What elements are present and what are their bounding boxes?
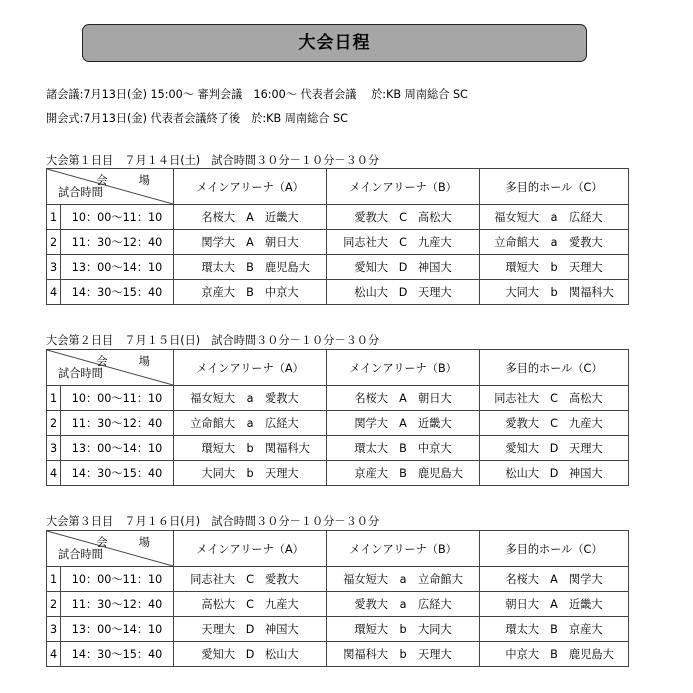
match-cell [480,386,629,411]
match-time: 11：30～12：40 [61,411,174,436]
venue-time-header [47,531,174,567]
match-time: 14：30～15：40 [61,461,174,486]
match-time: 11：30～12：40 [61,230,174,255]
match-time: 13：00～14：10 [61,617,174,642]
day-heading: 大会第１日目 ７月１４日(土) 試合時間３０分－１０分－３０分 [46,154,380,167]
schedule-table [46,168,629,305]
match-number: 4 [47,280,61,305]
group-label: C [550,417,558,430]
time-label: 試合時間 [58,186,103,199]
team-name: 立命館大 [494,236,539,249]
group-label: B [550,623,558,636]
team-name: 愛教大 [354,598,388,611]
team-name: 神国大 [265,623,299,636]
match-cell [327,205,480,230]
schedule-row [47,386,629,411]
team-name: 大同大 [505,286,539,299]
team-name: 福女短大 [494,211,539,224]
team-name: 環短大 [505,261,539,274]
group-label: b [399,648,407,661]
meeting-info: 諸会議:7月13日(金) 15:00～ 審判会議 16:00～ 代表者会議 於:KB 周南総合 SC [46,88,468,101]
team-name: 愛教大 [505,417,539,430]
group-label: B [246,286,254,299]
group-label: B [246,261,254,274]
match-number: 2 [47,411,61,436]
team-name: 福女短大 [190,392,235,405]
team-name: 鹿児島大 [569,648,614,661]
venue-label: 会 場 [96,536,160,549]
team-name: 愛知大 [505,442,539,455]
venue-header: メインアリーナ（B） [327,350,480,386]
group-label: C [399,236,407,249]
match-cell [480,461,629,486]
group-label: C [399,211,407,224]
venue-label: 会 場 [96,355,160,368]
venue-header: メインアリーナ（A） [174,531,327,567]
venue-time-header [47,350,174,386]
team-name: 九産大 [418,236,452,249]
match-cell [480,205,629,230]
team-name: 天理大 [569,442,603,455]
schedule-row [47,411,629,436]
match-cell [327,461,480,486]
team-name: 福女短大 [343,573,388,586]
match-cell [480,617,629,642]
match-number: 2 [47,592,61,617]
team-name: 中京大 [265,286,299,299]
team-name: 京産大 [569,623,603,636]
match-cell [480,280,629,305]
match-cell [480,592,629,617]
match-cell [480,255,629,280]
schedule-row [47,280,629,305]
team-name: 朝日大 [418,392,452,405]
match-cell [327,567,480,592]
match-number: 4 [47,642,61,667]
group-label: a [399,598,407,611]
team-name: 近畿大 [265,211,299,224]
match-cell [480,567,629,592]
team-name: 近畿大 [569,598,603,611]
team-name: 愛教大 [569,236,603,249]
team-name: 愛教大 [265,392,299,405]
match-cell [327,386,480,411]
match-cell [174,461,327,486]
group-label: D [245,623,255,636]
match-cell [174,592,327,617]
match-number: 3 [47,255,61,280]
team-name: 環太大 [201,261,235,274]
venue-header: メインアリーナ（A） [174,169,327,205]
team-name: 朝日大 [265,236,299,249]
group-label: a [550,211,558,224]
venue-header: 多目的ホール（C） [480,350,629,386]
match-cell [174,230,327,255]
group-label: D [398,286,408,299]
match-time: 13：00～14：10 [61,255,174,280]
schedule-table [46,530,629,667]
match-number: 3 [47,617,61,642]
team-name: 松山大 [265,648,299,661]
team-name: 愛教大 [354,211,388,224]
match-time: 10：00～11：10 [61,567,174,592]
match-number: 4 [47,461,61,486]
match-cell [174,617,327,642]
group-label: b [399,623,407,636]
match-cell [174,205,327,230]
group-label: A [246,236,254,249]
team-name: 京産大 [354,467,388,480]
team-name: 愛教大 [265,573,299,586]
team-name: 環短大 [201,442,235,455]
group-label: b [246,442,254,455]
team-name: 立命館大 [190,417,235,430]
match-number: 3 [47,436,61,461]
venue-header: 多目的ホール（C） [480,169,629,205]
match-time: 11：30～12：40 [61,592,174,617]
group-label: C [246,573,254,586]
group-label: b [550,261,558,274]
team-name: 高松大 [569,392,603,405]
team-name: 天理大 [418,648,452,661]
team-name: 高松大 [201,598,235,611]
team-name: 関学大 [569,573,603,586]
group-label: C [246,598,254,611]
team-name: 環太大 [505,623,539,636]
team-name: 九産大 [569,417,603,430]
match-number: 2 [47,230,61,255]
team-name: 松山大 [505,467,539,480]
group-label: a [246,392,254,405]
team-name: 関福科大 [343,648,388,661]
group-label: A [550,573,558,586]
time-label: 試合時間 [58,548,103,561]
match-cell [174,280,327,305]
match-cell [327,592,480,617]
match-cell [327,280,480,305]
match-time: 10：00～11：10 [61,205,174,230]
team-name: 京産大 [201,286,235,299]
venue-header: メインアリーナ（A） [174,350,327,386]
match-cell [174,567,327,592]
match-cell [327,642,480,667]
group-label: C [550,392,558,405]
team-name: 立命館大 [418,573,463,586]
team-name: 天理大 [201,623,235,636]
match-time: 10：00～11：10 [61,386,174,411]
team-name: 愛知大 [201,648,235,661]
schedule-table [46,349,629,486]
group-label: D [549,467,559,480]
group-label: D [398,261,408,274]
schedule-row [47,592,629,617]
schedule-row [47,617,629,642]
match-cell [480,642,629,667]
group-label: B [550,648,558,661]
team-name: 関福科大 [265,442,310,455]
venue-time-header [47,169,174,205]
group-label: A [399,417,407,430]
day-heading: 大会第３日目 ７月１６日(月) 試合時間３０分－１０分－３０分 [46,515,380,528]
match-cell [480,411,629,436]
venue-header: 多目的ホール（C） [480,531,629,567]
match-cell [480,230,629,255]
team-name: 高松大 [418,211,452,224]
team-name: 鹿児島大 [265,261,310,274]
group-label: a [550,236,558,249]
team-name: 同志社大 [494,392,539,405]
match-number: 1 [47,386,61,411]
schedule-row [47,255,629,280]
team-name: 広経大 [418,598,452,611]
team-name: 関福科大 [569,286,614,299]
schedule-row [47,205,629,230]
team-name: 名桜大 [505,573,539,586]
schedule-row [47,461,629,486]
group-label: b [550,286,558,299]
match-cell [327,230,480,255]
match-cell [174,436,327,461]
team-name: 近畿大 [418,417,452,430]
team-name: 環短大 [354,623,388,636]
group-label: A [246,211,254,224]
team-name: 朝日大 [505,598,539,611]
match-cell [327,411,480,436]
team-name: 天理大 [265,467,299,480]
match-cell [174,642,327,667]
team-name: 愛知大 [354,261,388,274]
schedule-row [47,230,629,255]
match-time: 14：30～15：40 [61,642,174,667]
team-name: 同志社大 [343,236,388,249]
group-label: D [245,648,255,661]
team-name: 同志社大 [190,573,235,586]
group-label: B [399,442,407,455]
match-cell [174,386,327,411]
group-label: b [246,467,254,480]
team-name: 環太大 [354,442,388,455]
team-name: 広経大 [569,211,603,224]
match-cell [480,436,629,461]
day-heading: 大会第２日目 ７月１５日(日) 試合時間３０分－１０分－３０分 [46,334,380,347]
group-label: A [399,392,407,405]
team-name: 大同大 [201,467,235,480]
team-name: 天理大 [418,286,452,299]
page-title: 大会日程 [82,24,587,62]
match-cell [327,436,480,461]
group-label: B [399,467,407,480]
match-time: 14：30～15：40 [61,280,174,305]
venue-label: 会 場 [96,174,160,187]
team-name: 神国大 [569,467,603,480]
match-cell [327,255,480,280]
schedule-row [47,567,629,592]
team-name: 鹿児島大 [418,467,463,480]
team-name: 関学大 [201,236,235,249]
match-cell [174,255,327,280]
team-name: 九産大 [265,598,299,611]
opening-info: 開会式:7月13日(金) 代表者会議終了後 於:KB 周南総合 SC [46,112,348,125]
group-label: a [246,417,254,430]
match-cell [174,411,327,436]
team-name: 大同大 [418,623,452,636]
time-label: 試合時間 [58,367,103,380]
venue-header: メインアリーナ（B） [327,531,480,567]
team-name: 天理大 [569,261,603,274]
team-name: 関学大 [354,417,388,430]
schedule-row [47,642,629,667]
group-label: a [399,573,407,586]
venue-header: メインアリーナ（B） [327,169,480,205]
team-name: 中京大 [505,648,539,661]
team-name: 名桜大 [354,392,388,405]
group-label: A [550,598,558,611]
match-number: 1 [47,567,61,592]
team-name: 広経大 [265,417,299,430]
team-name: 松山大 [354,286,388,299]
schedule-row [47,436,629,461]
team-name: 名桜大 [201,211,235,224]
match-time: 13：00～14：10 [61,436,174,461]
team-name: 中京大 [418,442,452,455]
team-name: 神国大 [418,261,452,274]
group-label: D [549,442,559,455]
match-cell [327,617,480,642]
match-number: 1 [47,205,61,230]
